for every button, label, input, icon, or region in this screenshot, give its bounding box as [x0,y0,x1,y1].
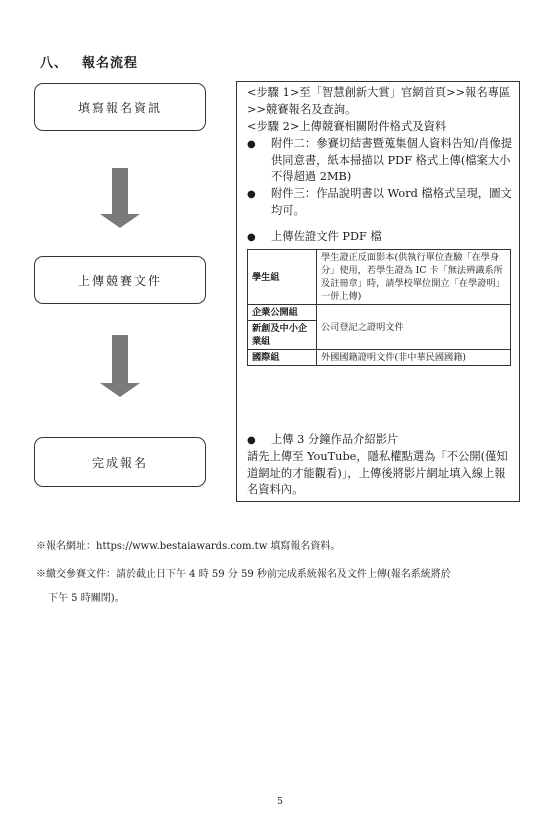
attachment3-text: 附件三：作品說明書以 Word 檔格式呈現，圖文均可。 [271,187,512,217]
registration-detail-box [236,81,520,502]
bullet-icon: ● [247,189,256,200]
step1-text: <步驟 1>至「智慧創新大賞」官網首頁>>報名專區>>競賽報名及查詢。 [247,86,511,116]
bullet-icon: ● [247,232,256,243]
step-label: 填寫報名資訊 [77,100,162,115]
deadline-note: ※繳交參賽文件：請於截止日下午 4 時 59 分 59 秒前完成系統報名及文件上傳(報名系統將於 [36,569,451,580]
section-title: 報名流程 [82,56,139,71]
table-cell-doc: 學生證正反面影本(供執行單位查驗「在學身分」使用，若學生證為 IC 卡「無法辨識系所及註冊章」時，請學校單位開立「在學證明」一併上傳) [317,250,511,305]
section-heading [40,52,138,71]
deadline-note-continued: 下午 5 時關閉)。 [48,593,125,604]
step2-text: <步驟 2>上傳競賽相關附件格式及資料 [247,120,447,133]
url-note: ※報名網址：https://www.bestaiawards.com.tw 填寫報名資料。 [36,541,341,552]
section-number: 八、 [40,56,69,71]
table-row [248,250,511,305]
table-row [248,350,511,366]
step-complete-box [34,437,206,487]
attachment2-text: 附件二：參賽切結書暨蒐集個人資料告知/肖像提供同意書，紙本掃描以 PDF 格式上傳(檔案大小不得超過 2MB) [271,137,513,184]
down-arrow-icon [100,168,140,228]
video-instructions-text: 請先上傳至 YouTube，隱私權點選為「不公開(僅知道網址的才能觀看)」，上傳後將影片網址填入線上報名資料內。 [247,450,508,497]
step-fill-info-box [34,83,206,131]
table-cell-doc: 公司登記之證明文件 [317,305,511,350]
table-cell-category: 國際組 [248,350,317,366]
upload-proof-text: 上傳佐證文件 PDF 檔 [271,230,382,243]
bullet-icon: ● [247,139,256,150]
table-cell-category: 企業公開組 [248,305,317,321]
table-cell-category: 學生組 [248,250,317,305]
table-row [248,305,511,321]
step-upload-docs-box [34,256,206,304]
table-cell-doc: 外國國籍證明文件(非中華民國國籍) [317,350,511,366]
step-label: 完成報名 [91,455,148,470]
proof-documents-table [247,249,511,366]
down-arrow-icon [100,335,140,397]
step-label: 上傳競賽文件 [77,273,162,288]
page-number: 5 [277,797,283,807]
video-upload-text: 上傳 3 分鐘作品介紹影片 [271,433,399,446]
table-cell-category: 新創及中小企業組 [248,321,317,350]
bullet-icon: ● [247,435,256,446]
